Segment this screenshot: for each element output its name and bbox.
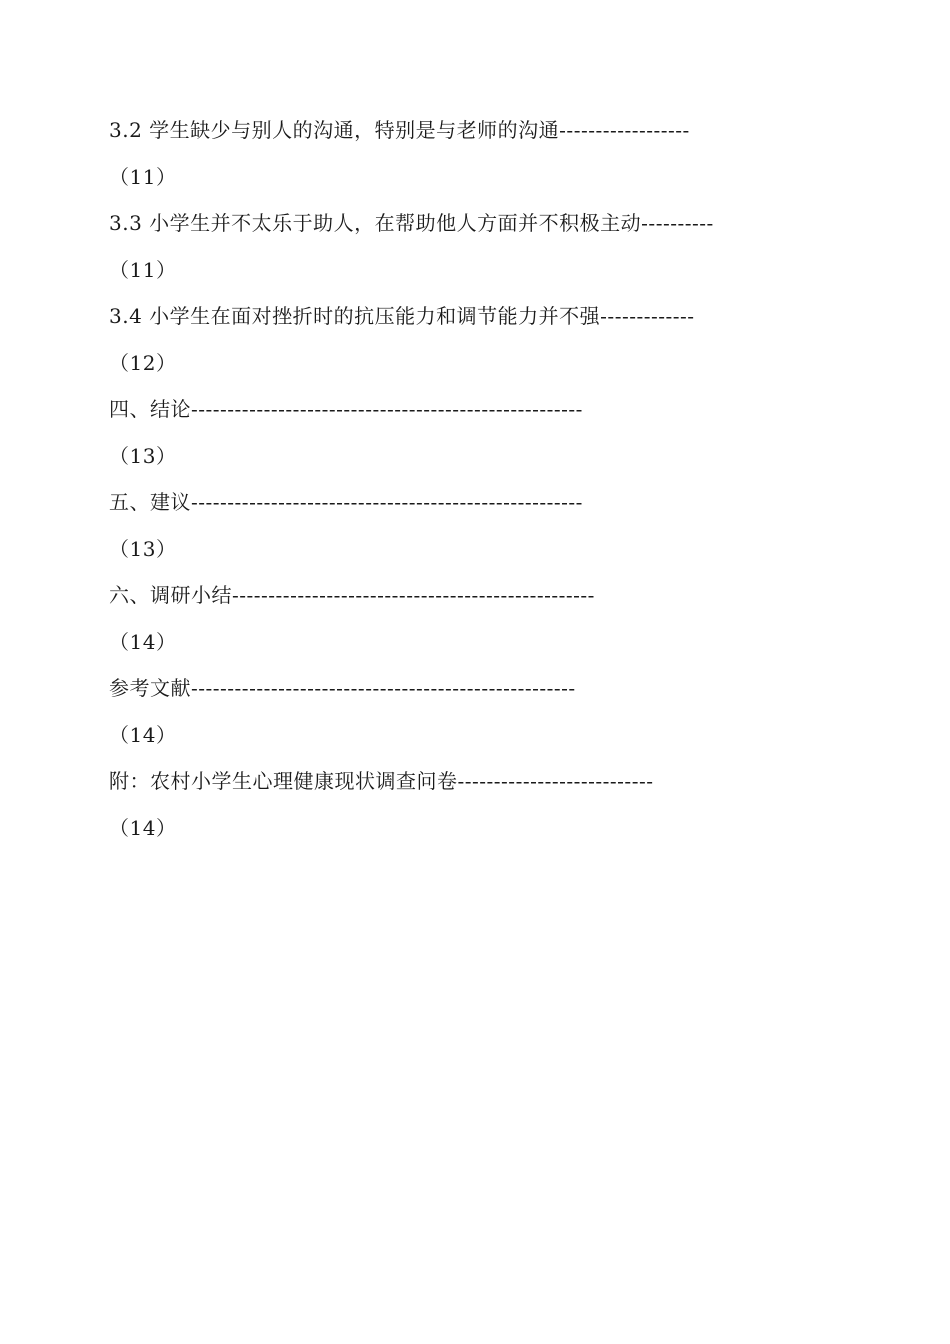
toc-leader: ------------------ [559,118,690,142]
toc-entry [109,764,809,857]
toc-page-number: （11） [109,164,177,189]
toc-leader: ---------- [641,211,714,235]
toc-leader: ------------- [600,304,695,328]
toc-leader: ----------------------------------------------------- [191,676,576,700]
toc-entry [109,206,809,299]
toc-page-number: （14） [109,629,177,654]
toc-entry-line [109,113,809,160]
toc-entry-line [109,485,809,532]
table-of-contents [109,113,809,857]
toc-entry [109,485,809,578]
toc-leader: --------------------------- [457,769,654,793]
toc-entry-title: 3.4 小学生在面对挫折时的抗压能力和调节能力并不强 [109,304,601,328]
toc-entry-title: 附：农村小学生心理健康现状调查问卷 [109,769,458,793]
toc-leader: ------------------------------------------------------ [191,490,583,514]
toc-entry [109,392,809,485]
toc-entry-line [109,392,809,439]
toc-entry [109,113,809,206]
toc-entry-title: 3.2 学生缺少与别人的沟通，特别是与老师的沟通 [109,118,560,142]
toc-page-number: （12） [109,350,177,375]
toc-entry-line [109,206,809,253]
toc-page-number: （13） [109,443,177,468]
toc-page-number: （14） [109,815,177,840]
toc-entry-line [109,578,809,625]
toc-page-number: （14） [109,722,177,747]
toc-entry-line [109,299,809,346]
toc-page-number: （11） [109,257,177,282]
toc-entry-line [109,764,809,811]
toc-entry-title: 四、结论 [109,397,191,421]
toc-entry [109,578,809,671]
toc-leader: ------------------------------------------------------ [191,397,583,421]
toc-page-number: （13） [109,536,177,561]
toc-entry-line [109,671,809,718]
toc-entry [109,671,809,764]
toc-leader: -------------------------------------------------- [232,583,595,607]
toc-entry-title: 参考文献 [109,676,191,700]
toc-entry [109,299,809,392]
toc-entry-title: 五、建议 [109,490,191,514]
toc-entry-title: 3.3 小学生并不太乐于助人，在帮助他人方面并不积极主动 [109,211,642,235]
toc-entry-title: 六、调研小结 [109,583,232,607]
